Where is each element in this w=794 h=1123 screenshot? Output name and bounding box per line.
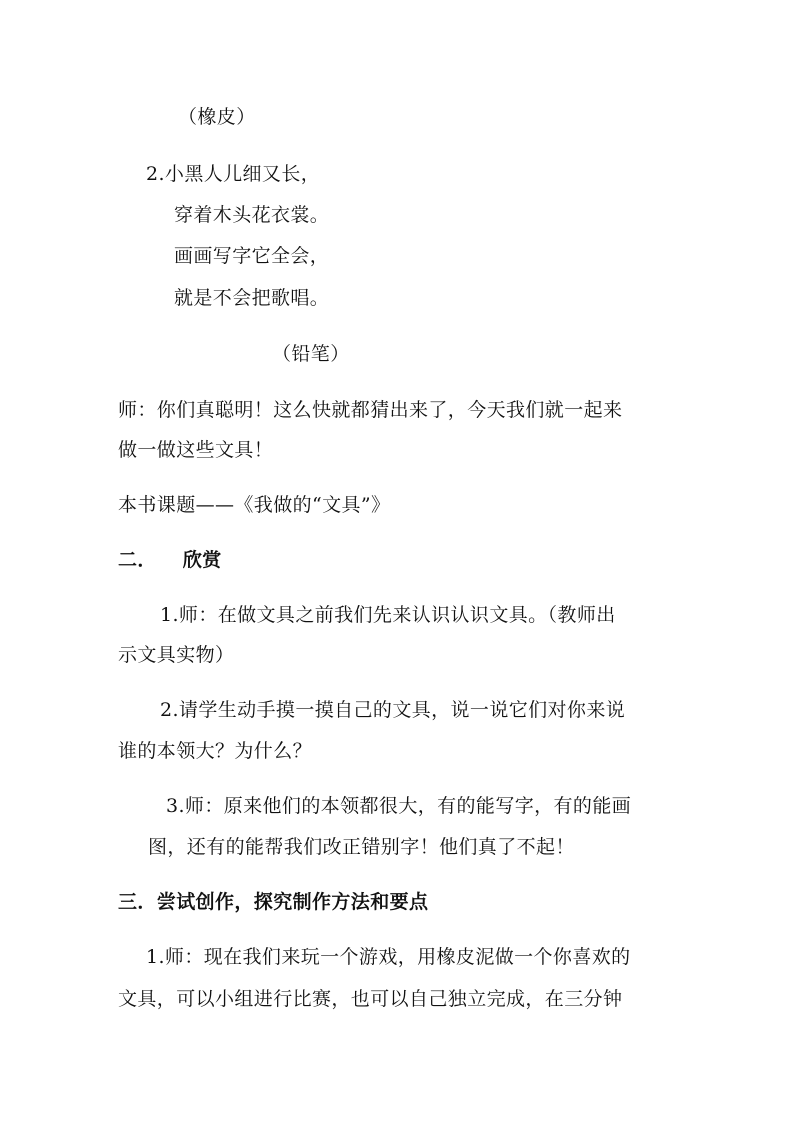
section2-item1-line1: 1.师：在做文具之前我们先来认识认识文具。（教师出: [160, 604, 616, 626]
section2-heading-text: 欣赏: [182, 549, 222, 571]
lesson-title: 本书课题——《我做的“文具”》: [118, 494, 391, 516]
section2-item3-line1: 3.师：原来他们的本领都很大，有的能写字，有的能画: [166, 795, 632, 817]
teacher-praise-line1: 师：你们真聪明！这么快就都猜出来了，今天我们就一起来: [118, 399, 623, 421]
section2-heading: [118, 547, 222, 573]
riddle2-line2: 穿着木头花衣裳。: [174, 204, 330, 226]
riddle2-line1: 2.小黑人儿细又长，: [146, 163, 321, 185]
section2-item1-line2: 示文具实物）: [118, 644, 235, 666]
teacher-praise-line2: 做一做这些文具！: [118, 439, 274, 461]
section3-item1-line1: 1.师：现在我们来玩一个游戏，用橡皮泥做一个你喜欢的: [146, 946, 631, 968]
riddle1-answer: （橡皮）: [178, 106, 256, 128]
section2-item2-line1: 2.请学生动手摸一摸自己的文具，说一说它们对你来说: [160, 699, 626, 721]
section2-item3-line2: 图，还有的能帮我们改正错别字！他们真了不起！: [148, 836, 575, 858]
riddle2-line4: 就是不会把歌唱。: [174, 287, 330, 309]
section3-item1-line2: 文具，可以小组进行比赛，也可以自己独立完成，在三分钟: [118, 988, 623, 1010]
section2-item2-line2: 谁的本领大？为什么？: [118, 740, 313, 762]
section3-heading: 三．尝试创作，探究制作方法和要点: [118, 891, 429, 913]
riddle2-answer: （铅笔）: [272, 343, 350, 365]
section2-heading-number: 二．: [118, 549, 157, 571]
riddle2-line3: 画画写字它全会，: [174, 245, 330, 267]
